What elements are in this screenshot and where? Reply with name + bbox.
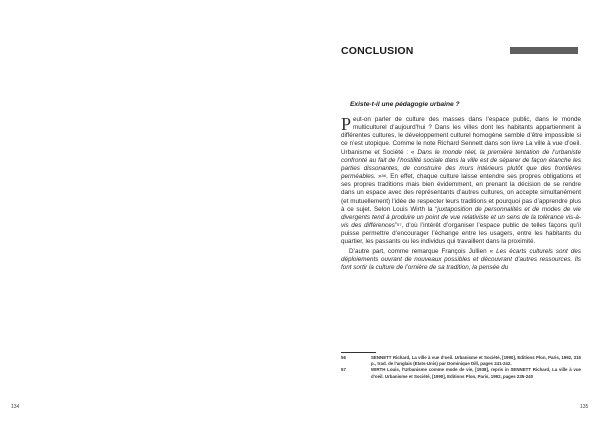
section-subheading: Existe-t-il une pédagogie urbaine ? [350, 101, 460, 108]
p1-text-5: , d’où l’intérêt d’organiser l’espace public de telles façons qu’il puisse permettre d’encourager l’échange entre les usagers, entre les habitants du quartier, les passants ou les individus qui travaillent dans la proximité. [341, 222, 581, 246]
footnotes [341, 355, 581, 380]
page-title: CONCLUSION [341, 45, 414, 57]
page-number-left: 134 [11, 404, 20, 410]
page-number-right: 135 [580, 404, 589, 410]
p1-text-2: » [375, 173, 382, 181]
p2-text-1: D’autre part, comme remarque François Jullien « [349, 247, 497, 255]
footnote-ref-56: 56 [381, 173, 387, 179]
footnote-text: WIRTH Louis, l’Urbanisme comme mode de vie, [1938], repris in SENNETT Richard, La ville à vue d’oeil. Urbanisme et Société, [1990], Editions Plon, Paris, 1992, pages 235-240 [371, 367, 581, 379]
paragraph-1 [341, 116, 581, 247]
p2-quote-jullien: Les écarts culturels sont des déploiements ouvrant de nouveaux possibles et découvrant d’autres ressources. Ils font sortir la culture de l’ornière de sa tradition, la pensée du [341, 247, 581, 271]
footnote-number: 56 [341, 355, 346, 360]
dropcap-letter: P [341, 114, 352, 134]
p1-quote-wirth: juxtaposition de personnalités et de modes de vie divergents tend à produire un point de vue relativiste et un sens de la tolérance vis-à-vis des différences [341, 205, 581, 230]
footnote-ref-57: 57 [396, 222, 402, 228]
footnote-divider [341, 352, 376, 353]
paragraph-2 [341, 248, 581, 272]
footnote-number: 57 [341, 367, 346, 373]
p1-text-1: eut-on parler de culture des masses dans l’espace public, dans le monde multiculturel d’aujourd’hui ? Dans les villes dont les habitants appartiennent à différentes cultures, le développement culturel homogène semble d’être impossible si ce n’est utopique. Comme le note Richard Sennett dans son livre La ville à vue d’oeil. Urbanisme et Société : « [341, 116, 581, 156]
body-text [341, 116, 581, 272]
p1-quote-sennett: Dans le monde réel, la première tentation de l’urbaniste confronté au fait de l’hostilité sociale dans la ville est de séparer de façon étanche les parties dissonantes, de construire des murs intérieurs plutôt que des frontières perméables. [341, 148, 581, 181]
footnote-57 [341, 367, 581, 379]
p1-text-3: . En effet, chaque culture laisse entendre ses propres obligations et ses propres traditions mais bien évidemment, en prenant la décision de se rendre dans un espace avec des représentants d’autres cultures, on accepte simultanément (et mutuellement) l’idée de respecter leurs traditions et pourquoi pas d’apprendre plus à ce sujet. Selon Louis Wirth la “ [341, 173, 581, 213]
footnote-56 [341, 355, 581, 367]
footnote-text: SENNETT Richard, La ville à vue d’oeil. Urbanisme et Société, [1990], Editions Plon, Paris, 1992, 315 p., trad. de l’anglais (Etats-Unis) par Dominique Dill, pages 241-242. [371, 355, 581, 367]
accent-bar [510, 47, 578, 54]
p1-text-4: ” [394, 222, 397, 230]
